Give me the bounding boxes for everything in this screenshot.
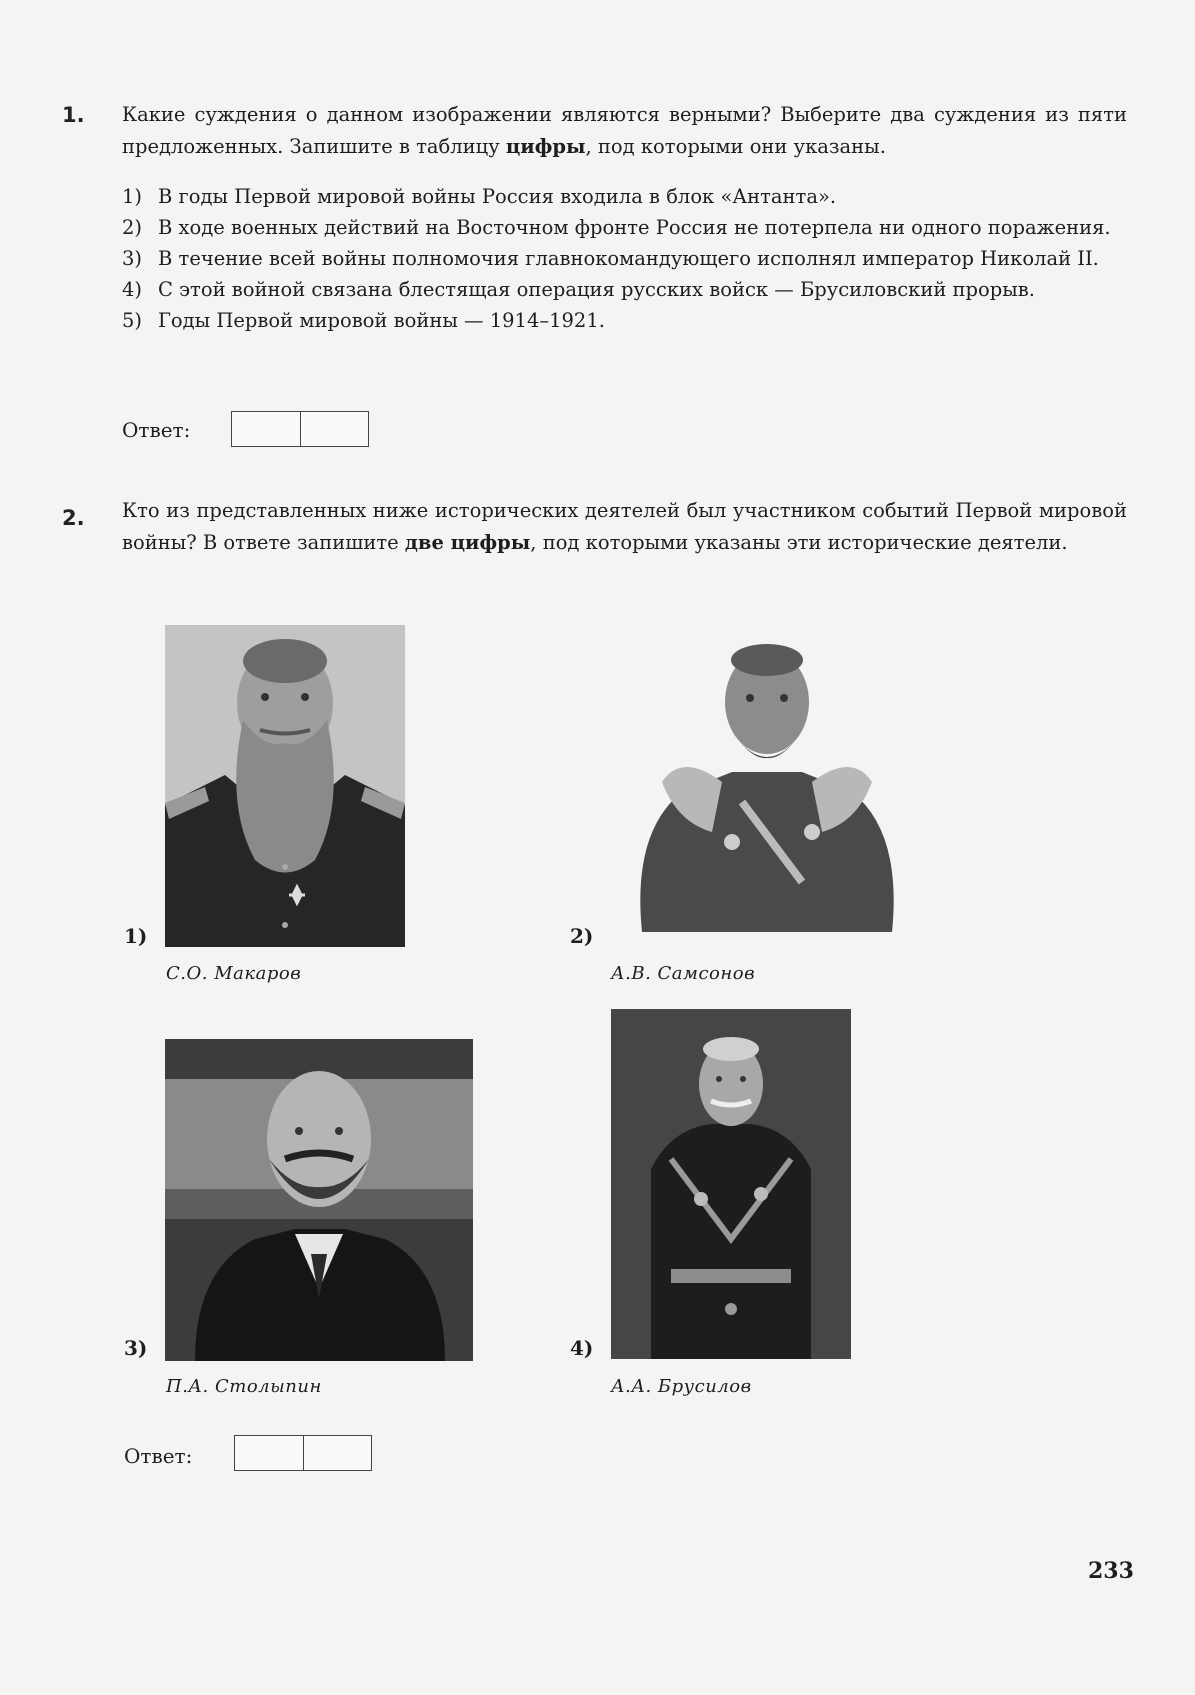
portrait-1-number: 1) bbox=[124, 924, 148, 948]
page-number: 233 bbox=[1088, 1558, 1134, 1584]
portrait-makarov bbox=[165, 625, 405, 947]
portrait-4-name: А.А. Брусилов bbox=[611, 1376, 752, 1397]
question-2-answer-label: Ответ: bbox=[124, 1444, 193, 1468]
question-1-options bbox=[122, 181, 1127, 336]
answer-cell-2[interactable] bbox=[303, 1436, 372, 1470]
question-2-answer-box[interactable] bbox=[234, 1435, 372, 1471]
answer-cell-1[interactable] bbox=[235, 1436, 303, 1470]
option-5: 5) Годы Первой мировой войны — 1914–1921. bbox=[122, 309, 605, 332]
question-1-number: 1. bbox=[62, 103, 85, 127]
option-3: 3) В течение всей войны полномочия главнокомандующего исполнял император Николай II. bbox=[122, 247, 1099, 270]
question-1-answer-label: Ответ: bbox=[122, 418, 191, 442]
option-4: 4) С этой войной связана блестящая операция русских войск — Брусиловский прорыв. bbox=[122, 278, 1035, 301]
portrait-stolypin bbox=[165, 1039, 473, 1361]
question-2-prompt: Кто из представленных ниже исторических деятелей был участником событий Первой мировой войны? В ответе запишите две цифры, под которыми указаны эти исторические деятели. bbox=[122, 499, 1127, 554]
portrait-4-number: 4) bbox=[570, 1336, 594, 1360]
portrait-2-name: А.В. Самсонов bbox=[611, 963, 756, 984]
portrait-3-number: 3) bbox=[124, 1336, 148, 1360]
portrait-2-number: 2) bbox=[570, 924, 594, 948]
question-1-prompt: Какие суждения о данном изображении являются верными? Выберите два суждения из пяти предложенных. Запишите в таблицу цифры, под которыми они указаны. bbox=[122, 103, 1127, 158]
option-2: 2) В ходе военных действий на Восточном фронте Россия не потерпела ни одного поражения. bbox=[122, 216, 1111, 239]
portrait-samsonov bbox=[622, 632, 912, 932]
answer-cell-2[interactable] bbox=[300, 412, 369, 446]
option-1: 1) В годы Первой мировой войны Россия входила в блок «Антанта». bbox=[122, 185, 837, 208]
question-2-number: 2. bbox=[62, 506, 85, 530]
portrait-brusilov bbox=[611, 1009, 851, 1359]
portrait-3-name: П.А. Столыпин bbox=[166, 1376, 322, 1397]
portrait-1-name: С.О. Макаров bbox=[166, 963, 302, 984]
answer-cell-1[interactable] bbox=[232, 412, 300, 446]
question-1-answer-box[interactable] bbox=[231, 411, 369, 447]
